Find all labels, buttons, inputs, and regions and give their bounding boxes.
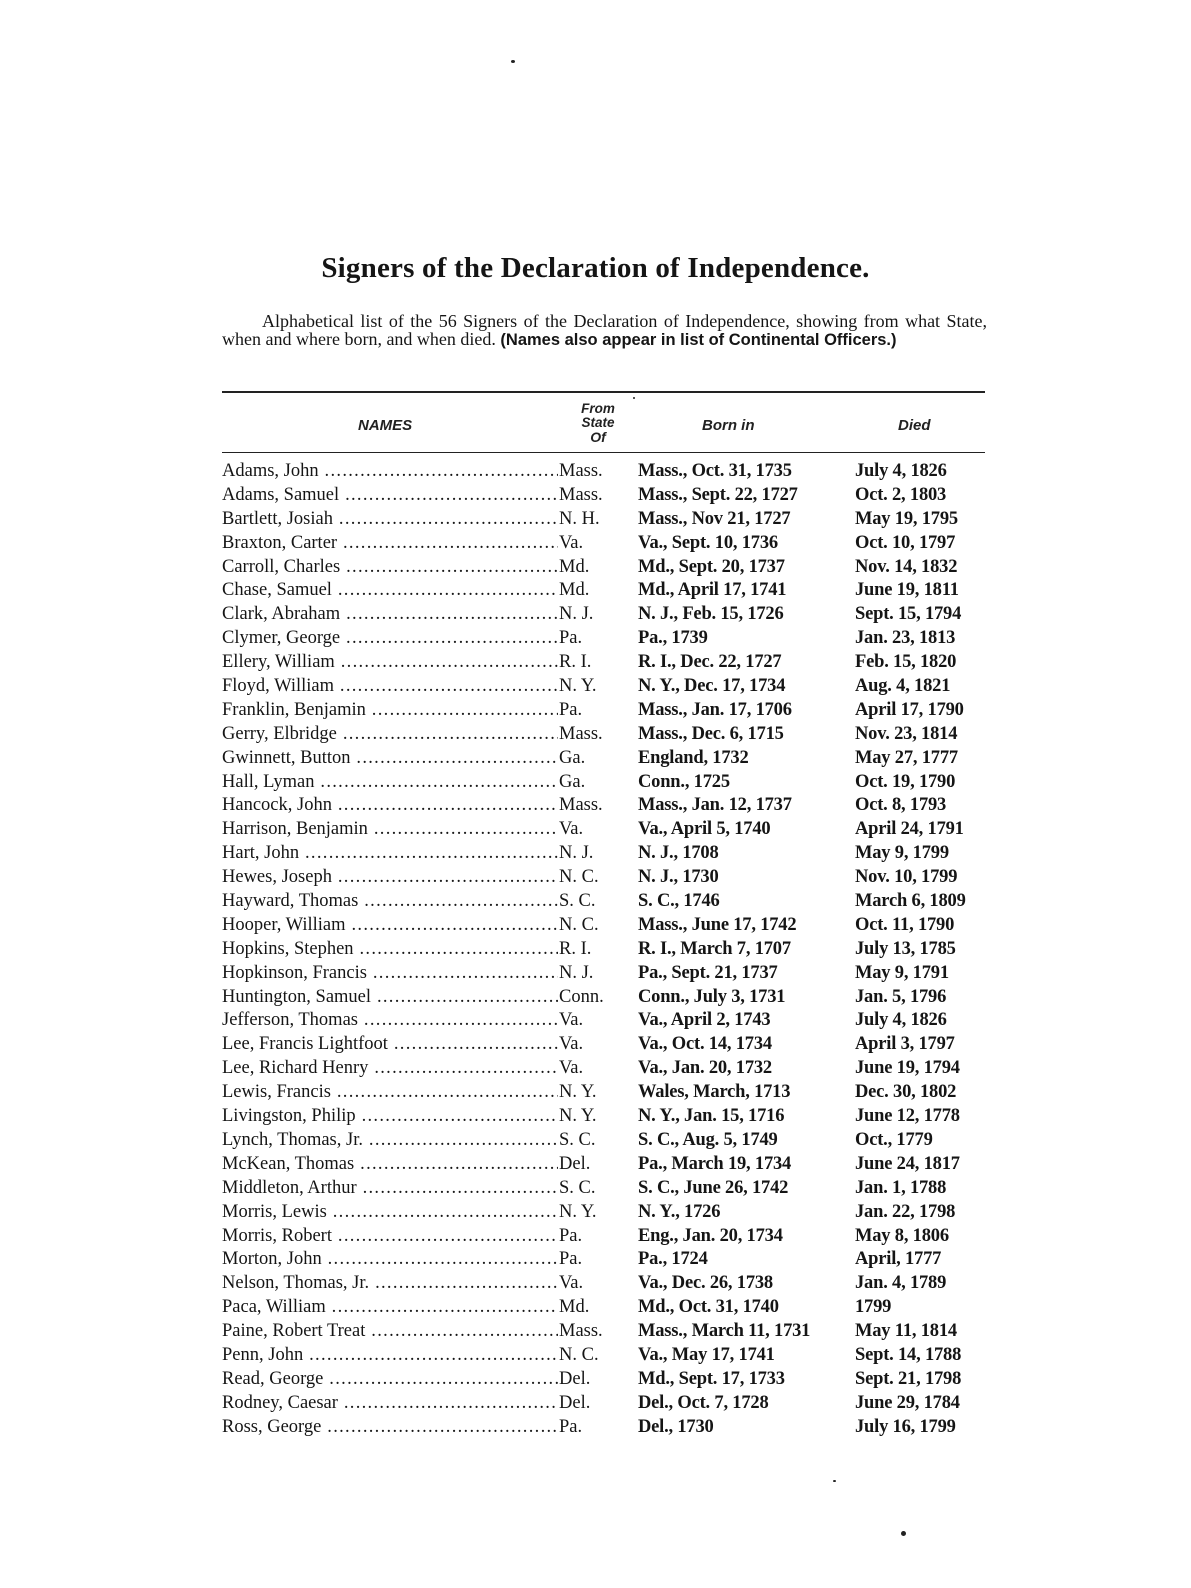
table-row	[0, 1368, 1191, 1392]
signer-state: Md.	[559, 556, 629, 580]
signer-name: Gerry, Elbridge .....	[222, 723, 558, 747]
signer-state: N. Y.	[559, 1081, 629, 1105]
signer-born: Pa., 1724	[638, 1249, 708, 1270]
table-row	[0, 484, 1191, 508]
signer-died: May 9, 1799	[855, 843, 949, 864]
scan-speck	[833, 1480, 836, 1482]
signer-born: Va., April 5, 1740	[638, 819, 771, 840]
intro-text: Alphabetical list of the 56 Signers of the Declaration of Independence, showing from what State, when and where born, and when died.	[222, 311, 987, 349]
signer-state: Pa.	[559, 627, 629, 651]
signer-born: Pa., 1739	[638, 628, 708, 649]
signer-name: Chase, Samuel .....	[222, 579, 558, 603]
signer-state: Md.	[559, 1296, 629, 1320]
signer-state: Va.	[559, 1033, 629, 1057]
table-row	[0, 1057, 1191, 1081]
table-row	[0, 747, 1191, 771]
intro-note: (Names also appear in list of Continental Officers.)	[500, 331, 897, 349]
signer-died: Nov. 14, 1832	[855, 556, 958, 577]
signer-died: Jan. 4, 1789	[855, 1273, 947, 1294]
signer-born: Eng., Jan. 20, 1734	[638, 1225, 783, 1246]
table-row	[0, 962, 1191, 986]
signer-born: S. C., June 26, 1742	[638, 1177, 789, 1198]
signer-died: 1799	[855, 1297, 892, 1318]
signer-name: Clymer, George .....	[222, 627, 558, 651]
signer-name: McKean, Thomas .....	[222, 1153, 558, 1177]
signer-state: N. H.	[559, 508, 629, 532]
table-row	[0, 771, 1191, 795]
header-state-line1: From	[581, 401, 615, 416]
signer-died: Oct. 10, 1797	[855, 532, 956, 553]
signer-died: Nov. 23, 1814	[855, 723, 958, 744]
signer-name: Hart, John .....	[222, 842, 558, 866]
signer-born: S. C., 1746	[638, 891, 720, 912]
signer-state: R. I.	[559, 651, 629, 675]
signer-name: Floyd, William .....	[222, 675, 558, 699]
signer-born: Va., Sept. 10, 1736	[638, 532, 778, 553]
signer-state: N. J.	[559, 603, 629, 627]
table-row	[0, 723, 1191, 747]
signer-name: Adams, John .....	[222, 460, 558, 484]
signer-died: May 8, 1806	[855, 1225, 949, 1246]
signer-born: Wales, March, 1713	[638, 1082, 791, 1103]
table-row	[0, 1129, 1191, 1153]
signer-state: N. C.	[559, 1344, 629, 1368]
signer-state: Md.	[559, 579, 629, 603]
signer-died: Oct. 8, 1793	[855, 795, 947, 816]
signer-state: R. I.	[559, 938, 629, 962]
table-row	[0, 460, 1191, 484]
table-row	[0, 579, 1191, 603]
table-row	[0, 938, 1191, 962]
signer-name: Clark, Abraham .....	[222, 603, 558, 627]
signer-born: N. Y., Dec. 17, 1734	[638, 676, 786, 697]
signer-died: May 11, 1814	[855, 1321, 957, 1342]
signer-name: Lee, Richard Henry .....	[222, 1057, 558, 1081]
signer-name: Hayward, Thomas .....	[222, 890, 558, 914]
signer-name: Read, George .....	[222, 1368, 558, 1392]
signer-state: Va.	[559, 818, 629, 842]
signer-born: R. I., March 7, 1707	[638, 938, 791, 959]
signer-state: N. C.	[559, 914, 629, 938]
signer-state: Del.	[559, 1392, 629, 1416]
signer-name: Huntington, Samuel .....	[222, 986, 558, 1010]
signer-name: Nelson, Thomas, Jr. .....	[222, 1272, 558, 1296]
signer-born: Mass., Jan. 17, 1706	[638, 699, 792, 720]
signer-name: Ross, George .....	[222, 1416, 558, 1440]
signer-born: N. J., 1730	[638, 867, 719, 888]
signer-state: S. C.	[559, 890, 629, 914]
signer-state: N. J.	[559, 842, 629, 866]
signer-state: Pa.	[559, 1248, 629, 1272]
header-state-line3: Of	[590, 429, 606, 445]
signer-state: Va.	[559, 532, 629, 556]
signer-born: Md., Oct. 31, 1740	[638, 1297, 779, 1318]
signer-name: Morris, Robert .....	[222, 1225, 558, 1249]
signer-born: Del., Oct. 7, 1728	[638, 1392, 769, 1413]
signer-name: Franklin, Benjamin .....	[222, 699, 558, 723]
signer-name: Morton, John .....	[222, 1248, 558, 1272]
signer-born: Mass., Sept. 22, 1727	[638, 484, 798, 505]
signer-name: Gwinnett, Button .....	[222, 747, 558, 771]
signer-state: S. C.	[559, 1177, 629, 1201]
signer-born: Va., May 17, 1741	[638, 1344, 775, 1365]
table-row	[0, 1320, 1191, 1344]
signer-died: June 12, 1778	[855, 1106, 960, 1127]
signer-state: N. J.	[559, 962, 629, 986]
table-row	[0, 1248, 1191, 1272]
table-row	[0, 866, 1191, 890]
signer-name: Ellery, William .....	[222, 651, 558, 675]
signer-died: Jan. 23, 1813	[855, 628, 956, 649]
scan-speck	[511, 60, 515, 63]
signer-name: Rodney, Caesar .....	[222, 1392, 558, 1416]
signer-state: Mass.	[559, 723, 629, 747]
header-state	[568, 402, 628, 444]
signer-died: Jan. 5, 1796	[855, 986, 947, 1007]
signer-born: Conn., July 3, 1731	[638, 986, 786, 1007]
signer-died: June 29, 1784	[855, 1392, 960, 1413]
signer-died: Nov. 10, 1799	[855, 867, 958, 888]
table-row	[0, 532, 1191, 556]
signer-born: Pa., March 19, 1734	[638, 1153, 792, 1174]
signer-state: Del.	[559, 1153, 629, 1177]
signer-name: Hopkins, Stephen .....	[222, 938, 558, 962]
signer-born: Md., April 17, 1741	[638, 580, 787, 601]
signer-name: Middleton, Arthur .....	[222, 1177, 558, 1201]
signer-died: April 3, 1797	[855, 1034, 955, 1055]
signer-died: May 19, 1795	[855, 508, 958, 529]
signers-table-body	[0, 460, 1191, 1440]
signer-born: Mass., March 11, 1731	[638, 1321, 811, 1342]
signer-state: Va.	[559, 1057, 629, 1081]
signer-state: Pa.	[559, 1416, 629, 1440]
signer-name: Livingston, Philip .....	[222, 1105, 558, 1129]
signer-born: R. I., Dec. 22, 1727	[638, 652, 782, 673]
signer-name: Hewes, Joseph .....	[222, 866, 558, 890]
signer-born: Mass., Oct. 31, 1735	[638, 461, 792, 481]
signer-born: Pa., Sept. 21, 1737	[638, 962, 778, 983]
signer-died: April 24, 1791	[855, 819, 964, 840]
table-row	[0, 1153, 1191, 1177]
signer-state: Pa.	[559, 699, 629, 723]
signer-born: Conn., 1725	[638, 771, 730, 792]
signer-name: Lee, Francis Lightfoot .....	[222, 1033, 558, 1057]
signer-state: N. Y.	[559, 1105, 629, 1129]
scan-speck	[901, 1531, 906, 1536]
signer-born: S. C., Aug. 5, 1749	[638, 1129, 778, 1150]
signer-died: March 6, 1809	[855, 891, 966, 912]
page-title: Signers of the Declaration of Independence.	[321, 252, 870, 284]
table-row	[0, 794, 1191, 818]
signer-name: Hooper, William .....	[222, 914, 558, 938]
signer-died: Sept. 14, 1788	[855, 1344, 962, 1365]
signer-state: Ga.	[559, 771, 629, 795]
signer-born: Md., Sept. 17, 1733	[638, 1368, 785, 1389]
signer-died: Oct. 11, 1790	[855, 914, 955, 935]
signer-name: Morris, Lewis .....	[222, 1201, 558, 1225]
signer-died: July 13, 1785	[855, 938, 956, 959]
signer-name: Hall, Lyman .....	[222, 771, 558, 795]
signer-born: Va., Dec. 26, 1738	[638, 1273, 773, 1294]
table-row	[0, 1009, 1191, 1033]
table-row	[0, 627, 1191, 651]
table-row	[0, 556, 1191, 580]
header-state-line2: State	[581, 415, 615, 430]
table-row	[0, 1416, 1191, 1440]
scan-speck	[633, 397, 635, 399]
signer-born: N. J., 1708	[638, 843, 719, 864]
signer-born: Va., April 2, 1743	[638, 1010, 771, 1031]
table-row	[0, 1392, 1191, 1416]
table-top-rule	[222, 391, 985, 393]
table-row	[0, 1105, 1191, 1129]
table-row	[0, 1296, 1191, 1320]
signer-born: N. Y., 1726	[638, 1201, 721, 1222]
signer-died: July 4, 1826	[855, 1010, 947, 1031]
signer-born: Mass., Nov 21, 1727	[638, 508, 791, 529]
signer-born: England, 1732	[638, 747, 749, 768]
signer-died: Oct. 2, 1803	[855, 484, 947, 505]
signer-state: Ga.	[559, 747, 629, 771]
signer-name: Adams, Samuel .....	[222, 484, 558, 508]
signer-born: N. Y., Jan. 15, 1716	[638, 1106, 785, 1127]
table-row	[0, 914, 1191, 938]
table-row	[0, 1081, 1191, 1105]
table-row	[0, 1201, 1191, 1225]
signer-died: Oct. 19, 1790	[855, 771, 956, 792]
signer-died: Feb. 15, 1820	[855, 652, 957, 673]
signer-died: June 24, 1817	[855, 1153, 960, 1174]
table-row	[0, 890, 1191, 914]
signer-born: Mass., Jan. 12, 1737	[638, 795, 792, 816]
header-died: Died	[898, 417, 931, 434]
signer-state: Mass.	[559, 484, 629, 508]
signer-born: Mass., Dec. 6, 1715	[638, 723, 784, 744]
table-row	[0, 603, 1191, 627]
table-row	[0, 1272, 1191, 1296]
signer-born: Va., Oct. 14, 1734	[638, 1034, 772, 1055]
table-row	[0, 699, 1191, 723]
signer-name: Hopkinson, Francis .....	[222, 962, 558, 986]
table-row	[0, 1177, 1191, 1201]
table-row	[0, 818, 1191, 842]
table-row	[0, 986, 1191, 1010]
signer-state: Mass.	[559, 794, 629, 818]
table-row	[0, 842, 1191, 866]
signer-died: June 19, 1794	[855, 1058, 960, 1079]
signer-state: N. Y.	[559, 675, 629, 699]
signer-name: Hancock, John .....	[222, 794, 558, 818]
signer-name: Penn, John .....	[222, 1344, 558, 1368]
signer-state: S. C.	[559, 1129, 629, 1153]
signer-died: May 9, 1791	[855, 962, 949, 983]
signer-born: Md., Sept. 20, 1737	[638, 556, 785, 577]
signer-died: June 19, 1811	[855, 580, 959, 601]
signer-state: Mass.	[559, 460, 629, 484]
signer-state: Pa.	[559, 1225, 629, 1249]
signer-name: Lewis, Francis .....	[222, 1081, 558, 1105]
signer-born: N. J., Feb. 15, 1726	[638, 604, 784, 625]
table-row	[0, 651, 1191, 675]
signer-name: Lynch, Thomas, Jr. .....	[222, 1129, 558, 1153]
signer-died: May 27, 1777	[855, 747, 958, 768]
signer-born: Del., 1730	[638, 1416, 714, 1437]
signer-name: Bartlett, Josiah .....	[222, 508, 558, 532]
signer-name: Harrison, Benjamin .....	[222, 818, 558, 842]
signer-state: Del.	[559, 1368, 629, 1392]
signer-died: Sept. 15, 1794	[855, 604, 962, 625]
header-born: Born in	[702, 417, 755, 434]
signer-name: Paca, William .....	[222, 1296, 558, 1320]
signer-died: April 17, 1790	[855, 699, 964, 720]
signer-born: Va., Jan. 20, 1732	[638, 1058, 772, 1079]
signer-name: Braxton, Carter .....	[222, 532, 558, 556]
signer-died: Jan. 1, 1788	[855, 1177, 947, 1198]
signer-state: N. Y.	[559, 1201, 629, 1225]
signer-died: Oct., 1779	[855, 1129, 933, 1150]
table-header-rule	[222, 452, 985, 453]
signer-state: N. C.	[559, 866, 629, 890]
signer-died: Jan. 22, 1798	[855, 1201, 956, 1222]
signer-name: Paine, Robert Treat .....	[222, 1320, 558, 1344]
signer-state: Va.	[559, 1009, 629, 1033]
signer-died: July 16, 1799	[855, 1416, 956, 1437]
table-row	[0, 508, 1191, 532]
intro-paragraph	[222, 312, 987, 349]
signer-state: Mass.	[559, 1320, 629, 1344]
signer-died: Sept. 21, 1798	[855, 1368, 962, 1389]
table-row	[0, 675, 1191, 699]
signer-state: Conn.	[559, 986, 629, 1010]
signer-born: Mass., June 17, 1742	[638, 914, 797, 935]
signer-died: Aug. 4, 1821	[855, 676, 951, 697]
signer-name: Carroll, Charles .....	[222, 556, 558, 580]
table-row	[0, 1033, 1191, 1057]
signer-name: Jefferson, Thomas .....	[222, 1009, 558, 1033]
signer-died: July 4, 1826	[855, 461, 947, 481]
table-row	[0, 1344, 1191, 1368]
signer-state: Va.	[559, 1272, 629, 1296]
signer-died: Dec. 30, 1802	[855, 1082, 957, 1103]
table-row	[0, 1225, 1191, 1249]
header-names: NAMES	[358, 417, 413, 434]
signer-died: April, 1777	[855, 1249, 942, 1270]
